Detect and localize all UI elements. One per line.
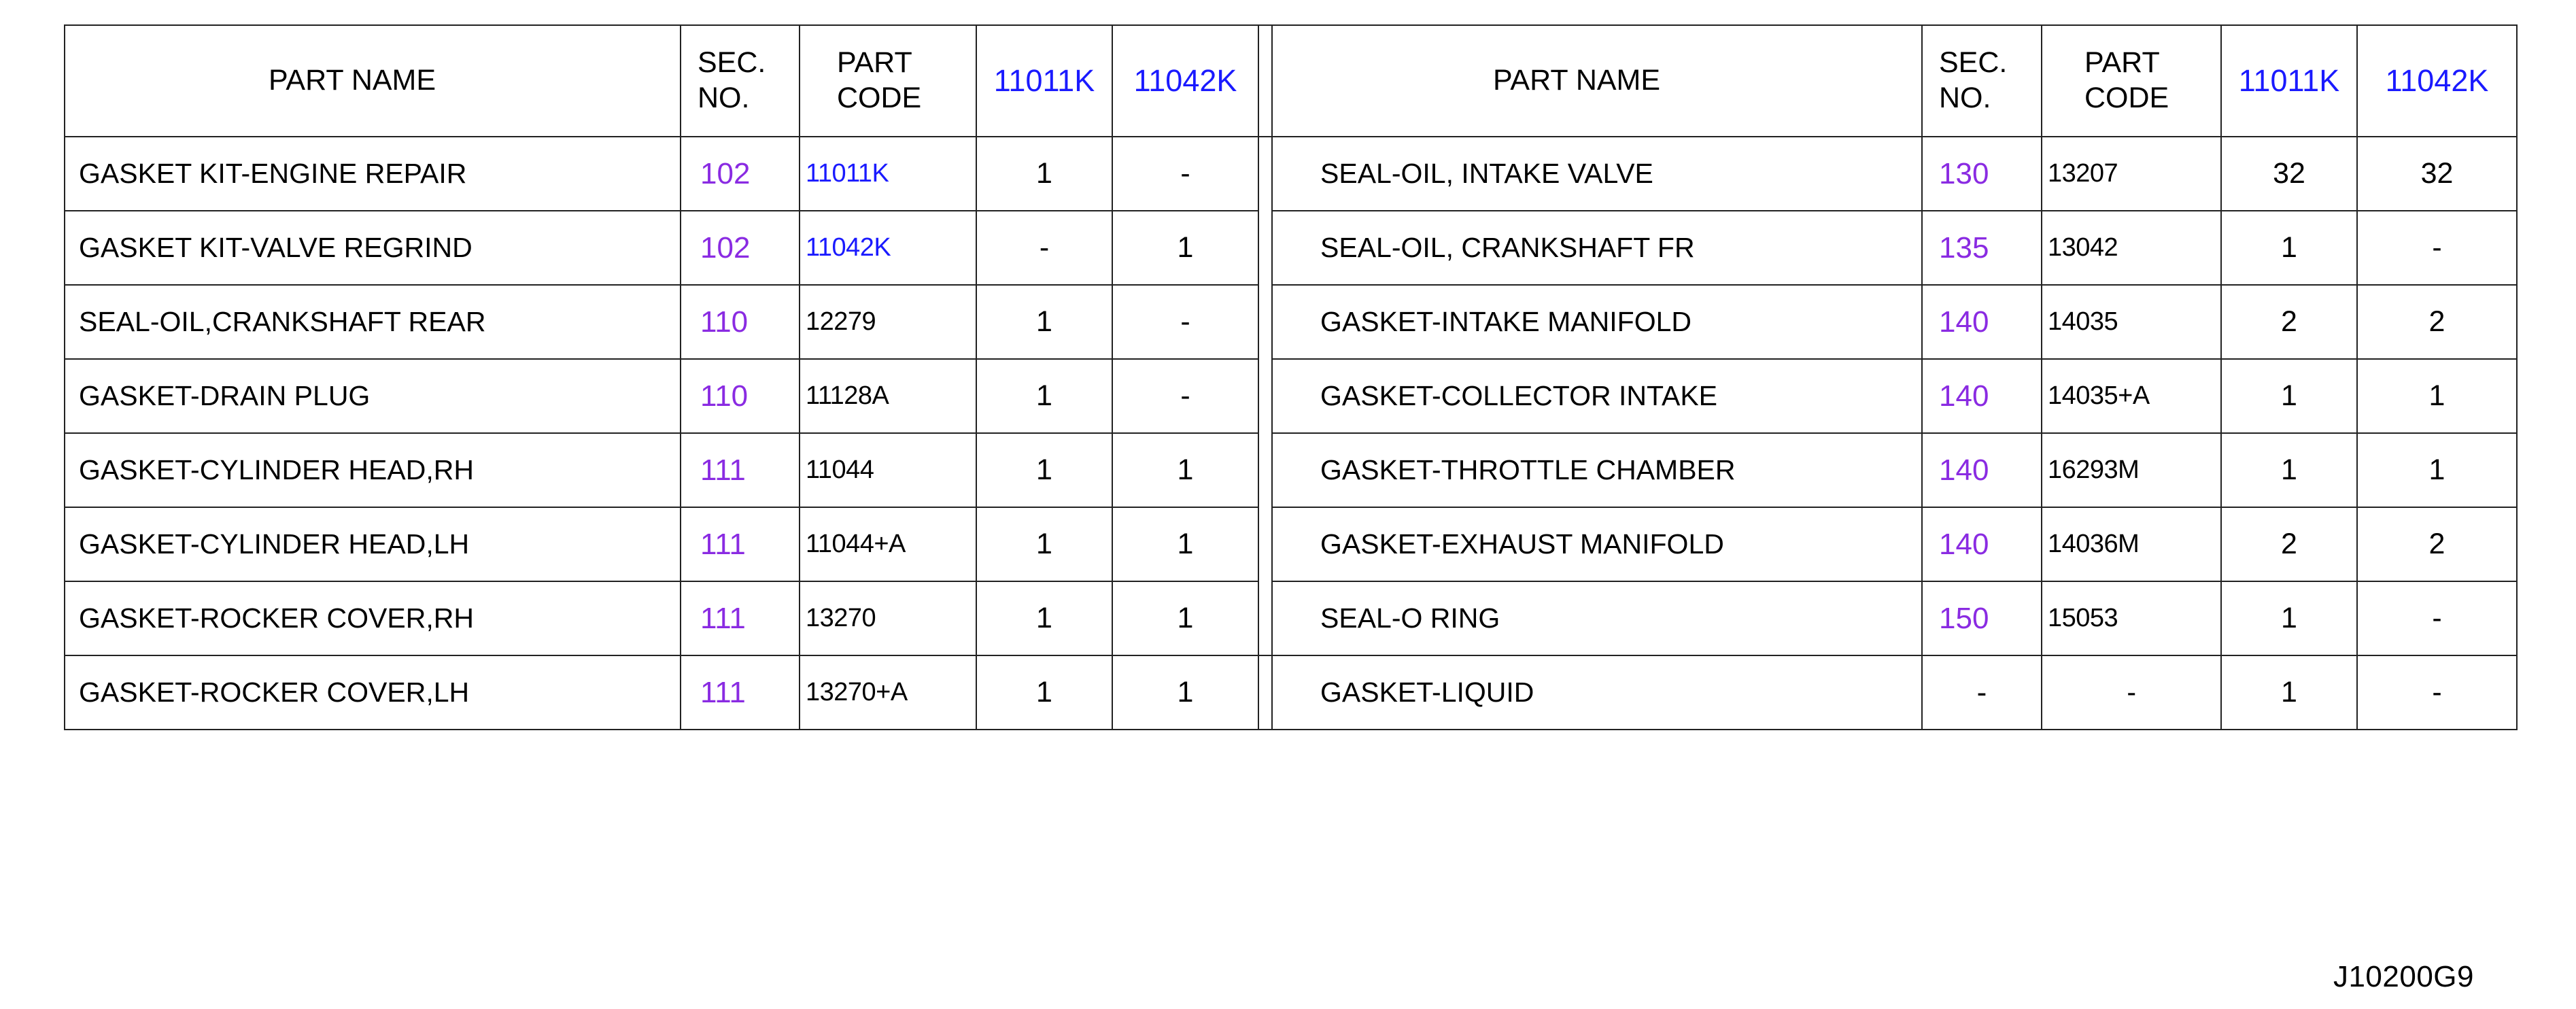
qty-11011k: 1 bbox=[976, 137, 1112, 211]
part-name: GASKET KIT-ENGINE REPAIR bbox=[65, 137, 681, 211]
part-name: GASKET-DRAIN PLUG bbox=[65, 359, 681, 433]
qty-11042k: 1 bbox=[1112, 507, 1258, 581]
section-number-link[interactable]: 140 bbox=[1922, 359, 2042, 433]
qty-11011k: 1 bbox=[976, 285, 1112, 359]
qty-11042k: - bbox=[1112, 285, 1258, 359]
qty-11042k: 1 bbox=[2357, 359, 2517, 433]
part-name: SEAL-OIL, INTAKE VALVE bbox=[1272, 137, 1922, 211]
part-name: GASKET-INTAKE MANIFOLD bbox=[1272, 285, 1922, 359]
qty-11011k: 1 bbox=[976, 655, 1112, 730]
qty-11042k: - bbox=[2357, 581, 2517, 655]
column-separator bbox=[1258, 433, 1272, 507]
part-name: GASKET-ROCKER COVER,RH bbox=[65, 581, 681, 655]
header-part-code: PART CODE bbox=[800, 25, 976, 137]
part-code: 13270+A bbox=[800, 655, 976, 730]
section-number-link[interactable]: 150 bbox=[1922, 581, 2042, 655]
header-variant-11042k[interactable]: 11042K bbox=[1112, 25, 1258, 137]
qty-11011k: 1 bbox=[976, 581, 1112, 655]
section-number-link[interactable]: 111 bbox=[681, 655, 800, 730]
header-part-code-right: PART CODE bbox=[2042, 25, 2221, 137]
section-number-link[interactable]: 102 bbox=[681, 211, 800, 285]
section-number-link[interactable]: 110 bbox=[681, 359, 800, 433]
qty-11011k: 2 bbox=[2221, 507, 2357, 581]
qty-11042k: - bbox=[1112, 137, 1258, 211]
column-separator bbox=[1258, 25, 1272, 137]
part-code: 11044+A bbox=[800, 507, 976, 581]
section-number: - bbox=[1922, 655, 2042, 730]
part-name: SEAL-OIL,CRANKSHAFT REAR bbox=[65, 285, 681, 359]
section-number-link[interactable]: 111 bbox=[681, 581, 800, 655]
part-code: 14036M bbox=[2042, 507, 2221, 581]
column-separator bbox=[1258, 137, 1272, 211]
header-part-name-right: PART NAME bbox=[1272, 25, 1922, 137]
qty-11042k: - bbox=[2357, 655, 2517, 730]
part-code: 13042 bbox=[2042, 211, 2221, 285]
part-name: GASKET-LIQUID bbox=[1272, 655, 1922, 730]
part-name: SEAL-OIL, CRANKSHAFT FR bbox=[1272, 211, 1922, 285]
column-separator bbox=[1258, 581, 1272, 655]
qty-11042k: 1 bbox=[1112, 581, 1258, 655]
table-row bbox=[65, 581, 2517, 655]
qty-11042k: 2 bbox=[2357, 285, 2517, 359]
header-sec-no-right: SEC. NO. bbox=[1922, 25, 2042, 137]
qty-11042k: 1 bbox=[1112, 211, 1258, 285]
qty-11011k: 1 bbox=[976, 507, 1112, 581]
table-row bbox=[65, 137, 2517, 211]
part-code: - bbox=[2042, 655, 2221, 730]
header-variant-11011k-right[interactable]: 11011K bbox=[2221, 25, 2357, 137]
column-separator bbox=[1258, 285, 1272, 359]
qty-11011k: 1 bbox=[2221, 581, 2357, 655]
qty-11011k: 1 bbox=[976, 359, 1112, 433]
qty-11042k: 32 bbox=[2357, 137, 2517, 211]
header-part-name: PART NAME bbox=[65, 25, 681, 137]
section-number-link[interactable]: 140 bbox=[1922, 285, 2042, 359]
parts-table-body bbox=[65, 137, 2517, 730]
section-number-link[interactable]: 140 bbox=[1922, 433, 2042, 507]
section-number-link[interactable]: 102 bbox=[681, 137, 800, 211]
qty-11011k: 32 bbox=[2221, 137, 2357, 211]
section-number-link[interactable]: 130 bbox=[1922, 137, 2042, 211]
qty-11042k: 1 bbox=[1112, 433, 1258, 507]
qty-11011k: 1 bbox=[2221, 433, 2357, 507]
part-code-link[interactable]: 11011K bbox=[800, 137, 976, 211]
qty-11042k: 1 bbox=[1112, 655, 1258, 730]
part-name: GASKET-CYLINDER HEAD,RH bbox=[65, 433, 681, 507]
part-code: 11044 bbox=[800, 433, 976, 507]
qty-11042k: 1 bbox=[2357, 433, 2517, 507]
part-name: GASKET-COLLECTOR INTAKE bbox=[1272, 359, 1922, 433]
section-number-link[interactable]: 111 bbox=[681, 433, 800, 507]
section-number-link[interactable]: 140 bbox=[1922, 507, 2042, 581]
table-row bbox=[65, 507, 2517, 581]
part-name: GASKET-ROCKER COVER,LH bbox=[65, 655, 681, 730]
qty-11011k: 1 bbox=[2221, 211, 2357, 285]
parts-table bbox=[64, 24, 2518, 730]
qty-11011k: - bbox=[976, 211, 1112, 285]
qty-11011k: 2 bbox=[2221, 285, 2357, 359]
qty-11011k: 1 bbox=[2221, 359, 2357, 433]
part-name: GASKET-EXHAUST MANIFOLD bbox=[1272, 507, 1922, 581]
table-row bbox=[65, 285, 2517, 359]
part-name: GASKET-CYLINDER HEAD,LH bbox=[65, 507, 681, 581]
qty-11011k: 1 bbox=[976, 433, 1112, 507]
part-code: 14035+A bbox=[2042, 359, 2221, 433]
table-row bbox=[65, 211, 2517, 285]
figure-id: J10200G9 bbox=[2333, 960, 2474, 993]
part-code-link[interactable]: 11042K bbox=[800, 211, 976, 285]
part-code: 13270 bbox=[800, 581, 976, 655]
part-code: 12279 bbox=[800, 285, 976, 359]
header-sec-no: SEC. NO. bbox=[681, 25, 800, 137]
part-code: 16293M bbox=[2042, 433, 2221, 507]
table-row bbox=[65, 433, 2517, 507]
column-separator bbox=[1258, 507, 1272, 581]
section-number-link[interactable]: 110 bbox=[681, 285, 800, 359]
qty-11042k: - bbox=[1112, 359, 1258, 433]
part-code: 13207 bbox=[2042, 137, 2221, 211]
part-name: GASKET-THROTTLE CHAMBER bbox=[1272, 433, 1922, 507]
qty-11042k: 2 bbox=[2357, 507, 2517, 581]
section-number-link[interactable]: 135 bbox=[1922, 211, 2042, 285]
part-name: GASKET KIT-VALVE REGRIND bbox=[65, 211, 681, 285]
qty-11042k: - bbox=[2357, 211, 2517, 285]
part-name: SEAL-O RING bbox=[1272, 581, 1922, 655]
column-separator bbox=[1258, 655, 1272, 730]
header-variant-11042k-right[interactable]: 11042K bbox=[2357, 25, 2517, 137]
section-number-link[interactable]: 111 bbox=[681, 507, 800, 581]
header-variant-11011k[interactable]: 11011K bbox=[976, 25, 1112, 137]
column-separator bbox=[1258, 359, 1272, 433]
part-code: 11128A bbox=[800, 359, 976, 433]
column-separator bbox=[1258, 211, 1272, 285]
table-row bbox=[65, 359, 2517, 433]
table-row bbox=[65, 655, 2517, 730]
table-header-row bbox=[65, 25, 2517, 137]
part-code: 14035 bbox=[2042, 285, 2221, 359]
qty-11011k: 1 bbox=[2221, 655, 2357, 730]
part-code: 15053 bbox=[2042, 581, 2221, 655]
